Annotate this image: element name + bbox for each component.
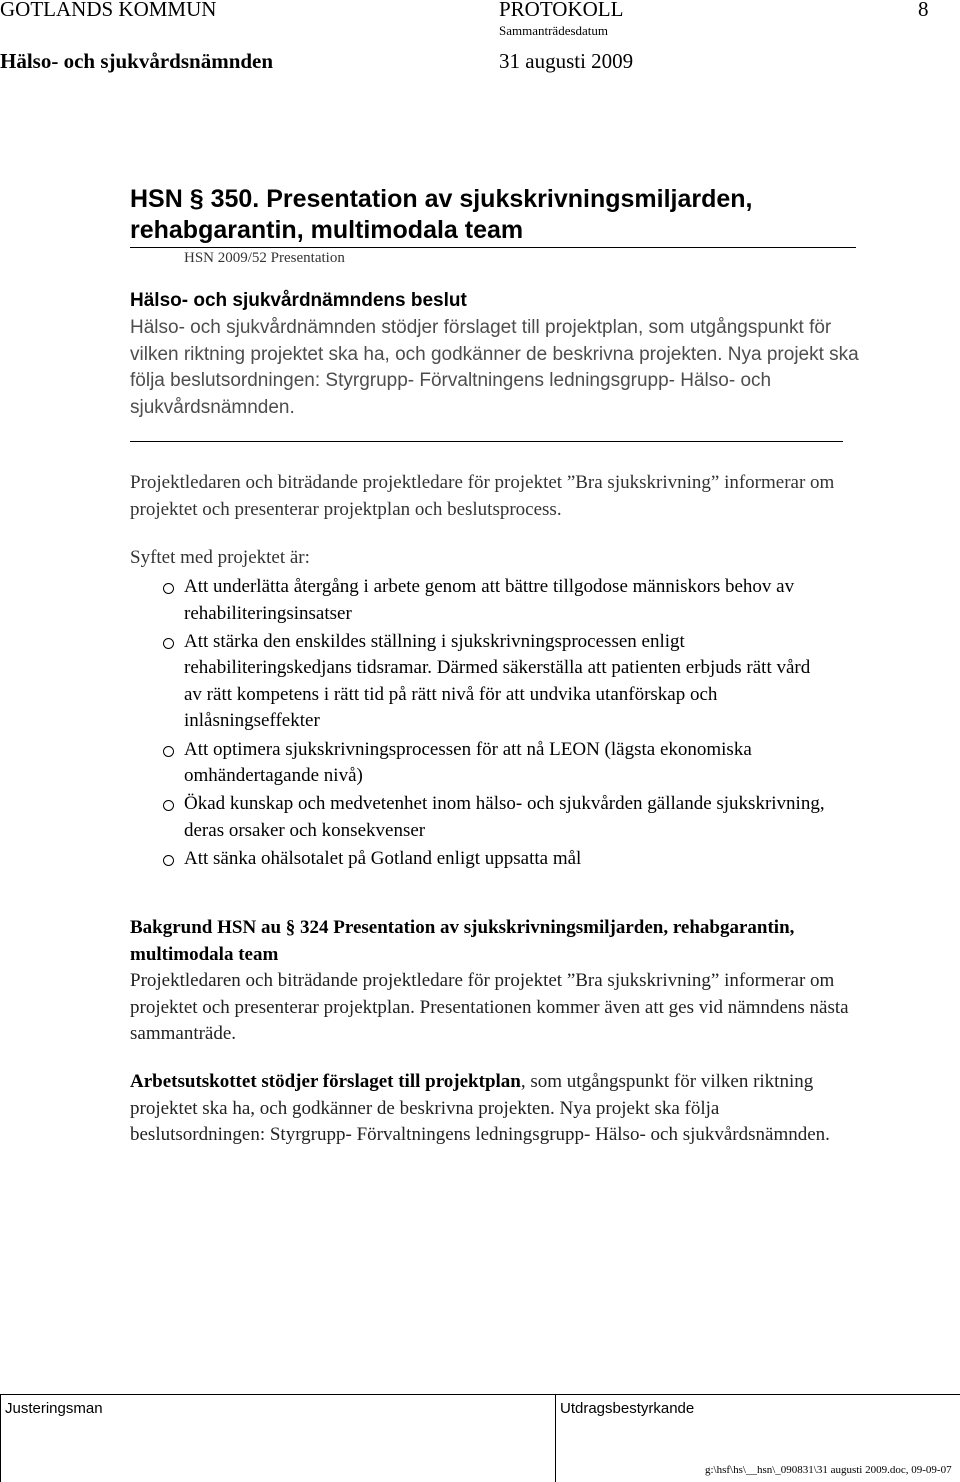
footer-signatory-label: Justeringsman <box>5 1400 103 1417</box>
meeting-date: 31 augusti 2009 <box>499 49 634 73</box>
decision-text-1: Hälso- och sjukvårdnämnden stödjer förslaget till projektplan, som utgångspunkt för vilken riktning projektet ska ha, och godkänner de beskrivna projekten. <box>130 317 832 365</box>
section-number: HSN § 350. <box>130 185 260 213</box>
purpose-list-container <box>130 574 830 874</box>
section-title-text: Presentation av sjukskrivningsmiljarden, <box>266 185 753 213</box>
purpose-item: Ökad kunskap och medvetenhet inom hälso- och sjukvården gällande sjukskrivning, deras orsaker och konsekvenser <box>130 791 830 844</box>
purpose-item: Att underlätta återgång i arbete genom att bättre tillgodose människors behov av rehabiliteringsinsatser <box>130 574 830 627</box>
section-title <box>130 185 753 214</box>
bullet-icon <box>163 855 174 866</box>
title-underline <box>130 247 856 248</box>
case-reference: HSN 2009/52 Presentation <box>184 250 345 266</box>
decision-text <box>130 315 860 421</box>
au-statement <box>130 1069 845 1149</box>
decision-text-2: Nya projekt ska följa beslutsordningen: Styrgrupp- Förvaltningens ledningsgrupp- Hälso- och sjukvårdsnämnden. <box>130 343 859 418</box>
background-text: Projektledaren och biträdande projektledare för projektet ”Bra sjukskrivning” informerar om projektet och presenterar projektplan. Presentationen kommer även att ges vid nämndens nästa sammanträde. <box>130 970 849 1045</box>
au-statement-rest: , som utgångspunkt för vilken riktning projektet ska ha, och godkänner de beskrivna projekten. Nya projekt ska följa beslutsordningen: Styrgrupp- Förvaltningens ledningsgrupp- Hälso- och sjukvårdsnämnden. <box>130 1071 830 1146</box>
organization-name: GOTLANDS KOMMUN <box>0 0 217 21</box>
bullet-icon <box>163 800 174 811</box>
purpose-item: Att optimera sjukskrivningsprocessen för att nå LEON (lägsta ekonomiska omhändertagande nivå) <box>130 737 830 790</box>
section-title-line2: rehabgarantin, multimodala team <box>130 216 524 244</box>
purpose-item: Att sänka ohälsotalet på Gotland enligt uppsatta mål <box>130 846 830 873</box>
decision-separator <box>130 441 843 442</box>
footer-divider <box>555 1394 556 1482</box>
bullet-icon <box>163 638 174 649</box>
footer-left-border <box>0 1394 1 1482</box>
intro-paragraph: Projektledaren och biträdande projektledare för projektet ”Bra sjukskrivning” informerar om projektet och presenterar projektplan och beslutsprocess. <box>130 472 835 520</box>
background-heading: Bakgrund HSN au § 324 Presentation av sjukskrivningsmiljarden, rehabgarantin, multimodala team <box>130 917 795 965</box>
document-type: PROTOKOLL <box>499 0 624 21</box>
bullet-icon <box>163 746 174 757</box>
decision-heading: Hälso- och sjukvårdnämndens beslut <box>130 290 467 311</box>
footer-certification-label: Utdragsbestyrkande <box>560 1400 695 1417</box>
purpose-item: Att stärka den enskildes ställning i sjukskrivningsprocessen enligt rehabiliteringskedjans tidsramar. Därmed säkerställa att patienten erbjuds rätt vård av rätt kompetens i rätt tid på rätt nivå för att undvika utanförskap och inlåsningseffekter <box>130 629 830 735</box>
purpose-list <box>130 574 830 873</box>
purpose-heading: Syftet med projektet är: <box>130 547 310 568</box>
footer-file-path: g:\hsf\hs\__hsn\_090831\31 augusti 2009.doc, 09-09-07 <box>705 1464 952 1476</box>
footer-top-rule <box>0 1394 960 1395</box>
page-number: 8 <box>918 0 929 21</box>
bullet-icon <box>163 583 174 594</box>
date-label: Sammanträdesdatum <box>499 23 609 38</box>
au-statement-bold: Arbetsutskottet stödjer förslaget till projektplan <box>130 1071 521 1092</box>
committee-name: Hälso- och sjukvårdsnämnden <box>0 49 274 73</box>
